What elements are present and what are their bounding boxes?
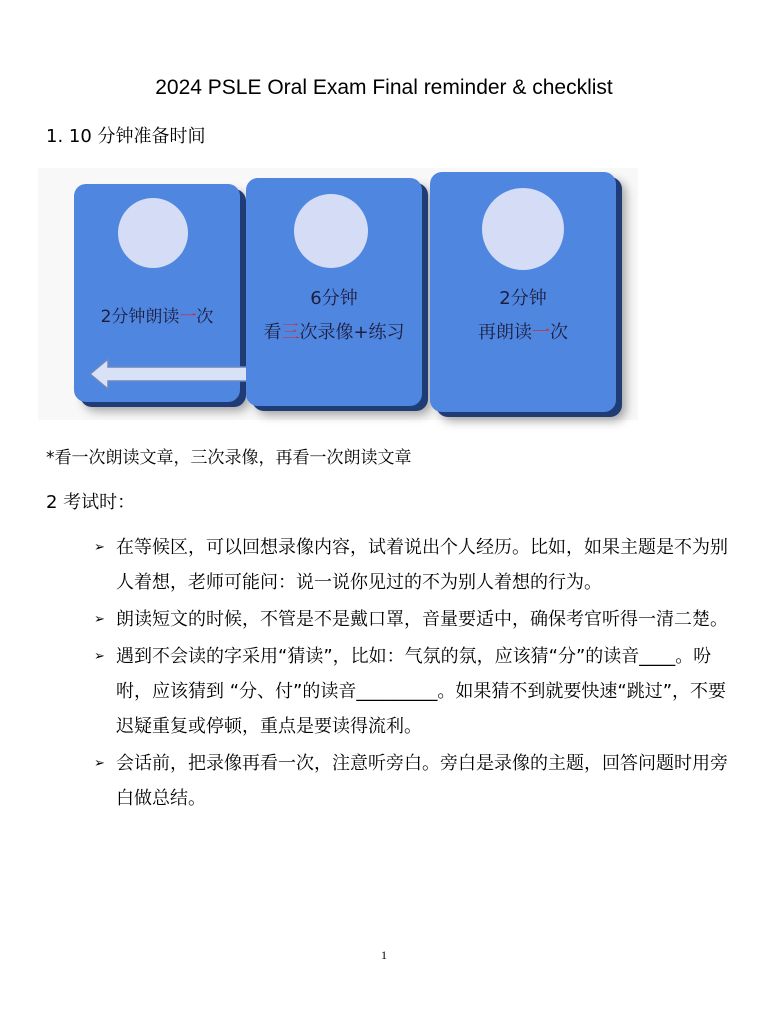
preparation-diagram: [38, 168, 638, 420]
note-text: *看一次朗读文章，三次录像，再看一次朗读文章: [46, 448, 412, 468]
step-card-3-circle: [482, 188, 564, 270]
step-card-2-text: [246, 282, 422, 350]
step-card-1: [74, 184, 240, 402]
list-item: ➢ 会话前，把录像再看一次，注意听旁白。旁白是录像的主题，回答问题时用旁白做总结。: [94, 746, 734, 816]
step-card-3-line1: 2分钟: [499, 288, 547, 309]
section-1-heading: 1. 10 分钟准备时间: [46, 126, 206, 147]
step-card-3-line2: 再朗读一次: [478, 322, 568, 343]
step-card-2-circle: [294, 194, 368, 268]
exam-tips-list: [94, 530, 734, 816]
step-card-1-text: 2分钟朗读一次: [100, 307, 214, 327]
step-card-3: [430, 172, 616, 412]
list-item: ➢ 遇到不会读的字采用“猜读”，比如：气氛的氛，应该猜“分”的读音____。吩咐，应该猜到 “分、付”的读音_________。如果猜不到就要快速“跳过”，不要迟疑重复或停顿，重点是要读得流利。: [94, 639, 734, 744]
step-card-3-text: [430, 282, 616, 350]
arrow-bullet-icon: ➢: [94, 649, 105, 664]
step-card-1-circle: [118, 198, 188, 268]
arrow-bullet-icon: ➢: [94, 540, 105, 555]
arrow-bullet-icon: ➢: [94, 756, 105, 771]
page-number: 1: [381, 948, 387, 962]
section-2-heading: 2 考试时：: [46, 492, 136, 513]
step-card-2-line2: 看三次录像+练习: [263, 322, 405, 343]
step-card-2: [246, 178, 422, 406]
step-card-2-line1: 6分钟: [310, 288, 358, 309]
list-item: ➢ 在等候区，可以回想录像内容，试着说出个人经历。比如，如果主题是不为别人着想，老师可能问：说一说你见过的不为别人着想的行为。: [94, 530, 734, 600]
page-title: 2024 PSLE Oral Exam Final reminder & checklist: [155, 76, 613, 99]
back-arrow-icon: [88, 356, 248, 392]
list-item: ➢ 朗读短文的时候，不管是不是戴口罩，音量要适中，确保考官听得一清二楚。: [94, 602, 734, 637]
arrow-bullet-icon: ➢: [94, 612, 105, 627]
